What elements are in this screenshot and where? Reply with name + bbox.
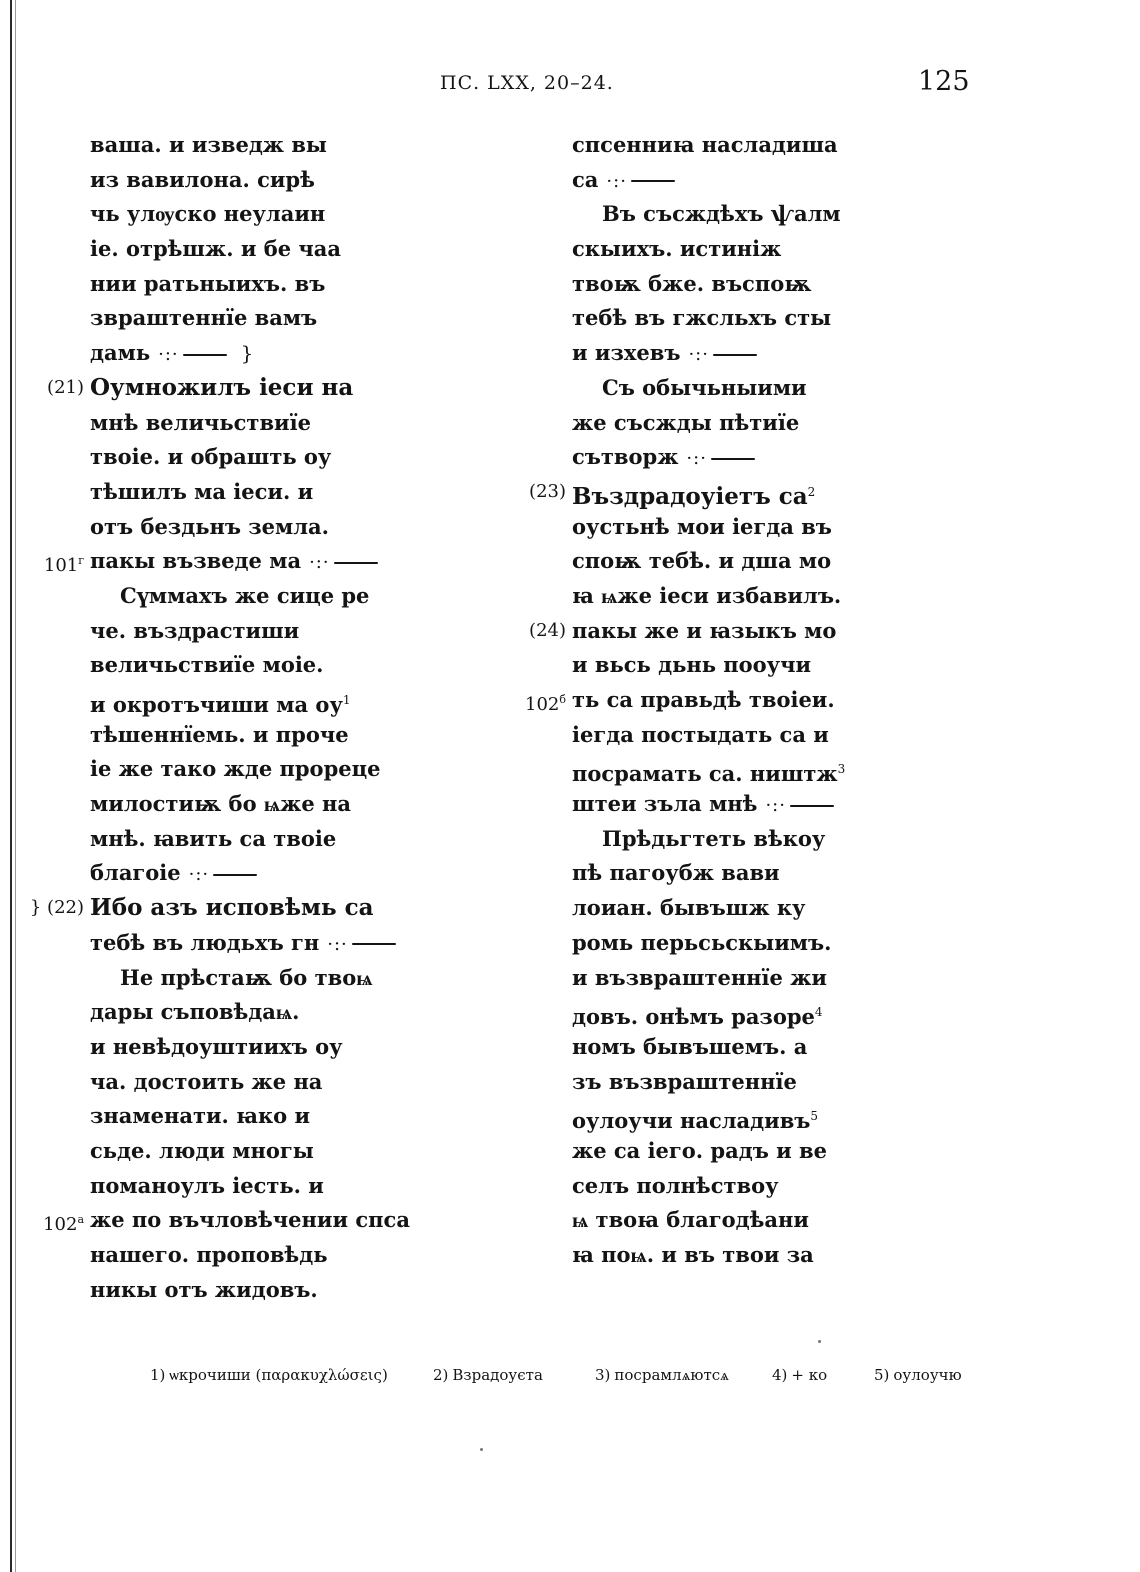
text-line xyxy=(43,544,470,579)
print-speck xyxy=(480,1448,483,1451)
flourish-stroke xyxy=(631,180,675,182)
line-text: из вавилона. сирѣ xyxy=(90,166,315,192)
line-text: пакы възведе ма xyxy=(90,548,302,574)
right-text-column xyxy=(525,128,972,1273)
verse-end-ornament: ·:· xyxy=(686,448,707,470)
line-text: нии ратьныихъ. въ xyxy=(90,270,326,296)
line-text: Въ съсждѣхъ ѱалм xyxy=(602,201,841,227)
flourish-stroke xyxy=(213,874,257,876)
text-line xyxy=(90,614,470,649)
text-line xyxy=(572,995,972,1030)
line-text: же по въчловѣчении спса xyxy=(90,1207,410,1233)
line-text: спсенниꙗ насладиша xyxy=(572,132,838,157)
text-line xyxy=(572,787,972,822)
margin-marker: (23) xyxy=(529,480,566,502)
line-text: величьствиїе моіе. xyxy=(90,652,324,678)
text-line xyxy=(90,128,470,163)
line-text: тѣшилъ ма іеси. и xyxy=(90,478,314,504)
line-text: мнѣ величьствиїе xyxy=(90,409,311,435)
text-line xyxy=(572,163,972,198)
left-text-column xyxy=(29,128,470,1307)
text-line xyxy=(572,267,972,302)
text-line xyxy=(525,683,972,718)
text-line xyxy=(572,891,972,926)
line-text: и възвраштеннїе жи xyxy=(572,964,827,990)
text-line xyxy=(90,301,470,336)
line-text: довъ. онѣмъ разоре xyxy=(572,1004,815,1030)
line-text: зъ възвраштеннїе xyxy=(572,1068,797,1094)
print-speck xyxy=(818,1340,821,1343)
text-line xyxy=(572,232,972,267)
text-line xyxy=(90,683,470,718)
footnote-ref: 2 xyxy=(807,484,816,499)
footnote-ref: 5 xyxy=(810,1109,819,1124)
verse-end-ornament: ·:· xyxy=(606,170,627,192)
line-text: никы отъ жидовъ. xyxy=(90,1276,318,1302)
line-text: дамь xyxy=(90,340,151,366)
page-edge-shadow xyxy=(15,0,16,1572)
line-text: Въздрадоуіетъ са xyxy=(572,482,808,510)
line-text: и невѣдоуштиихъ оу xyxy=(90,1033,343,1059)
line-text: посрамать са. ништж xyxy=(572,761,838,787)
text-line xyxy=(572,301,972,336)
text-line xyxy=(90,926,470,961)
line-text: ꙗ ѩже іеси избавилъ. xyxy=(572,582,842,608)
line-text: пѣ пагоубж вави xyxy=(572,860,780,886)
line-text: знаменати. ꙗко и xyxy=(90,1103,311,1129)
line-text: Ибо азъ исповѣмь са xyxy=(90,894,374,922)
flourish-stroke xyxy=(183,354,227,356)
footnote-5: 5) оулоучю xyxy=(874,1366,962,1384)
text-line xyxy=(29,891,470,926)
text-line xyxy=(90,267,470,302)
footnote-2: 2) Взрадоуєта xyxy=(433,1366,543,1384)
line-text: са xyxy=(572,166,599,192)
verse-end-ornament: ·:· xyxy=(327,933,348,955)
line-text: іе же тако жде прореце xyxy=(90,756,381,782)
line-text: іе. отрѣшж. и бе чаа xyxy=(90,236,341,262)
line-text: дары съповѣдаѩ. xyxy=(90,999,300,1025)
margin-marker: (24) xyxy=(529,619,566,641)
text-line xyxy=(572,718,972,753)
flourish-stroke xyxy=(334,562,378,564)
line-text: селъ полнѣствоу xyxy=(572,1172,779,1198)
line-text: тѣшеннїемь. и проче xyxy=(90,721,349,747)
flourish-stroke xyxy=(352,943,396,945)
text-line xyxy=(90,718,470,753)
text-line xyxy=(572,197,972,232)
line-text: милостиѭ бо ѩже на xyxy=(90,791,351,817)
margin-marker: } (22) xyxy=(29,897,84,919)
text-line xyxy=(90,1238,470,1273)
text-line xyxy=(572,1203,972,1238)
text-line xyxy=(572,440,972,475)
flourish-stroke xyxy=(713,354,757,356)
text-line xyxy=(90,579,470,614)
margin-marker: $102^а$ xyxy=(43,1213,84,1236)
line-text: ромь перьсьскыимъ. xyxy=(572,929,832,955)
footnote-ref: 3 xyxy=(837,762,846,777)
text-line xyxy=(572,1030,972,1065)
text-line xyxy=(90,197,470,232)
text-line xyxy=(572,1169,972,1204)
line-text: отъ бездьнъ земла. xyxy=(90,513,329,539)
text-line xyxy=(90,510,470,545)
flourish-stroke xyxy=(790,805,834,807)
line-text: Сүммахъ же сице ре xyxy=(120,582,370,608)
margin-marker: $101^г$ xyxy=(43,554,84,577)
line-text: оустьнѣ мои іегда въ xyxy=(572,513,832,539)
text-line xyxy=(572,1099,972,1134)
text-line xyxy=(90,752,470,787)
line-text: мнѣ. ꙗвить са твоіе xyxy=(90,825,337,851)
line-text: оулоучи насладивъ xyxy=(572,1108,811,1134)
text-line xyxy=(90,1169,470,1204)
line-text: и окротъчиши ма оу xyxy=(90,692,343,717)
text-line xyxy=(90,822,470,857)
text-line xyxy=(90,1030,470,1065)
line-text: лоиан. бывъшж ку xyxy=(572,895,806,921)
text-line xyxy=(572,856,972,891)
text-line xyxy=(572,579,972,614)
line-text: Оумножилъ іеси на xyxy=(90,373,354,401)
text-line xyxy=(529,475,972,510)
text-line xyxy=(572,371,972,406)
line-text: ѩ твоꙗ благодѣани xyxy=(572,1207,809,1233)
margin-marker: (21) xyxy=(47,376,84,398)
text-line xyxy=(90,475,470,510)
line-text: Съ обычьныими xyxy=(602,374,807,400)
page-edge-line xyxy=(10,0,12,1572)
text-line xyxy=(90,1065,470,1100)
text-line xyxy=(572,752,972,787)
line-text: сътворж xyxy=(572,444,679,470)
marginal-brace: } xyxy=(240,341,254,366)
line-text: сьде. люди многы xyxy=(90,1137,314,1163)
text-line xyxy=(90,648,470,683)
text-line xyxy=(572,648,972,683)
footnote-ref: 1 xyxy=(342,693,351,707)
line-text: ваша. и изведж вы xyxy=(90,132,327,157)
text-line xyxy=(90,232,470,267)
text-line xyxy=(90,1099,470,1134)
line-text: номъ бывъшемъ. а xyxy=(572,1033,808,1059)
line-text: твоѭ бже. въспоѭ xyxy=(572,270,812,296)
line-text: же съсжды пѣтиїе xyxy=(572,409,800,435)
text-line xyxy=(90,1134,470,1169)
line-text: штеи зъла мнѣ xyxy=(572,791,758,817)
line-text: нашего. проповѣдь xyxy=(90,1242,328,1267)
text-line xyxy=(90,440,470,475)
line-text: твоіе. и обрашть оу xyxy=(90,444,332,470)
footnote-ref: 4 xyxy=(814,1005,823,1020)
text-line xyxy=(90,163,470,198)
verse-end-ornament: ·:· xyxy=(688,344,709,366)
text-line xyxy=(47,371,470,406)
line-text: тебѣ въ людьхъ гн xyxy=(90,929,320,955)
footnote-4: 4) + ко xyxy=(772,1366,828,1384)
line-text: и вьсь дьнь пооучи xyxy=(572,652,812,678)
line-text: Не прѣстаѭ бо твоѩ xyxy=(120,964,373,990)
text-line xyxy=(90,336,470,371)
text-line xyxy=(572,1238,972,1273)
text-line xyxy=(572,510,972,545)
text-line xyxy=(90,995,470,1030)
line-text: ть са правьдѣ твоіеи. xyxy=(572,687,835,712)
text-line xyxy=(572,1134,972,1169)
text-line xyxy=(529,614,972,649)
line-text: благоіе xyxy=(90,860,181,886)
text-line xyxy=(572,961,972,996)
text-line xyxy=(572,822,972,857)
line-text: че. въздрастиши xyxy=(90,617,300,643)
line-text: ꙗ поѩ. и въ твои за xyxy=(572,1242,814,1267)
line-text: поманоулъ іесть. и xyxy=(90,1172,324,1198)
footnote-1: 1) ѡкрочиши (παρακυχλώσεις) xyxy=(150,1366,388,1384)
line-text: тебѣ въ гжсльхъ сты xyxy=(572,305,832,331)
text-line xyxy=(572,128,972,163)
text-line xyxy=(572,926,972,961)
text-line xyxy=(90,787,470,822)
text-line xyxy=(572,544,972,579)
flourish-stroke xyxy=(711,458,755,460)
margin-marker: $102^б$ xyxy=(525,693,566,715)
text-line xyxy=(572,1065,972,1100)
text-line xyxy=(90,406,470,441)
line-text: ча. достоить же на xyxy=(90,1068,323,1094)
text-line xyxy=(90,961,470,996)
line-text: чь улѹско неулаин xyxy=(90,201,326,227)
text-line xyxy=(572,406,972,441)
line-text: же са іего. радъ и ве xyxy=(572,1137,827,1163)
text-line xyxy=(90,1273,470,1308)
verse-end-ornament: ·:· xyxy=(765,795,786,817)
verse-end-ornament: ·:· xyxy=(188,864,210,886)
line-text: іегда постыдать са и xyxy=(572,721,829,747)
running-header: ПС. LXX, 20–24. xyxy=(440,72,614,94)
line-text: скыихъ. истиніж xyxy=(572,236,782,262)
line-text: споѭ тебѣ. и дша мо xyxy=(572,548,832,574)
line-text: и изхевъ xyxy=(572,340,681,366)
line-text: Прѣдьгтеть вѣкоу xyxy=(602,825,826,851)
text-line xyxy=(43,1203,470,1238)
page-number: 125 xyxy=(918,66,970,97)
line-text: звраштеннїе вамъ xyxy=(90,305,318,331)
text-line xyxy=(572,336,972,371)
text-line xyxy=(90,856,470,891)
footnote-3: 3) посрамлѧютсѧ xyxy=(595,1366,730,1384)
verse-end-ornament: ·:· xyxy=(158,344,179,366)
line-text: пакы же и ꙗзыкъ мо xyxy=(572,617,837,643)
verse-end-ornament: ·:· xyxy=(309,552,330,574)
